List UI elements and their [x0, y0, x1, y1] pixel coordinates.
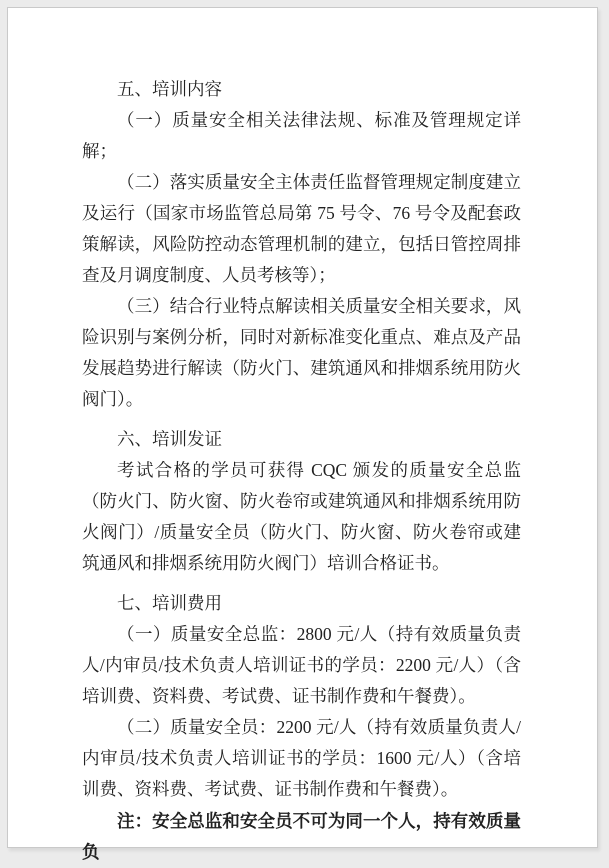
section-training-content — [82, 74, 521, 415]
paragraph: （三）结合行业特点解读相关质量安全相关要求，风险识别与案例分析，同时对新标准变化重点、难点及产品发展趋势进行解读（防火门、建筑通风和排烟系统用防火阀门）。 — [82, 296, 521, 409]
paragraph: （二）落实质量安全主体责任监督管理规定制度建立及运行（国家市场监管总局第 75 号令、76 号令及配套政策解读，风险防控动态管理机制的建立，包括日管控周排查及月调度制度、人员考核等）； — [82, 172, 521, 285]
section-training-certificate — [82, 424, 521, 579]
section-heading: 七、培训费用 — [117, 593, 222, 613]
section-training-fees — [82, 588, 521, 805]
paragraph: 考试合格的学员可获得 CQC 颁发的质量安全总监（防火门、防火窗、防火卷帘或建筑通风和排烟系统用防火阀门）/质量安全员（防火门、防火窗、防火卷帘或建筑通风和排烟系统用防火阀门）培训合格证书。 — [82, 460, 521, 573]
section-heading: 六、培训发证 — [117, 429, 222, 449]
note-paragraph: 注：安全总监和安全员不可为同一个人，持有效质量负 — [82, 811, 521, 862]
paragraph: （一）质量安全相关法律法规、标准及管理规定详解； — [82, 110, 521, 161]
document-content — [82, 74, 521, 868]
document-page — [7, 7, 598, 862]
paragraph: （一）质量安全总监：2800 元/人（持有效质量负责人/内审员/技术负责人培训证书的学员：2200 元/人）（含培训费、资料费、考试费、证书制作费和午餐费）。 — [82, 624, 521, 706]
paragraph: （二）质量安全员：2200 元/人（持有效质量负责人/内审员/技术负责人培训证书的学员：1600 元/人）（含培训费、资料费、考试费、证书制作费和午餐费）。 — [82, 717, 521, 799]
section-heading: 五、培训内容 — [117, 79, 222, 99]
